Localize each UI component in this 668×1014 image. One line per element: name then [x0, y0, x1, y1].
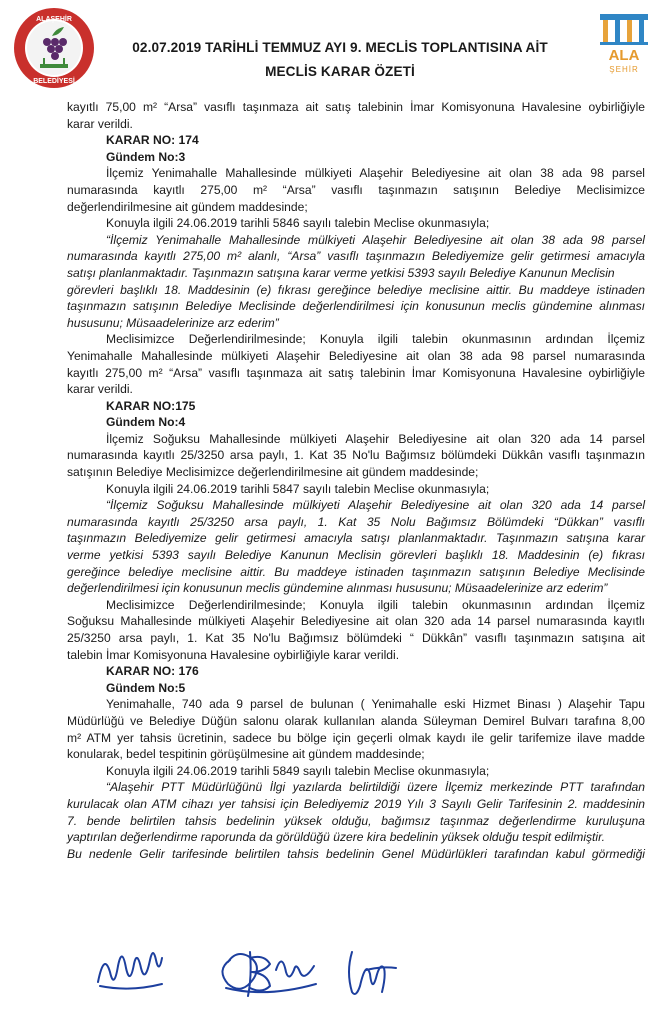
text-line: hususunu; Müsaadelerinize arz ederim”	[67, 315, 279, 330]
text-line: kayıtlı 275,00 m² “Arsa” vasıflı taşınmaza ait satış talebinin İmar Komisyonuna Havalesine oybirliğiyle	[67, 365, 645, 380]
text-line: Bu nedenle Gelir tarifesinde belirtilen tahsis bedelinin Genel Müdürlükleri tarafından kabul görmediği	[67, 846, 645, 861]
signatures-icon	[90, 930, 470, 1010]
text-line: Yenimahalle, 740 ada 9 parsel de bulunan ( Yenimahalle eski Hizmet Binası ) Alaşehir Tapu	[106, 697, 645, 712]
text-line: numarasında kayıtlı 275,00 m² “Arsa” vasıflı taşınmazın satışının Belediye Meclisimizce	[67, 182, 645, 197]
text-line: İlçemiz Soğuksu Mahallesinde mülkiyeti Alaşehir Belediyesine ait olan 320 ada 14 parsel	[106, 431, 645, 446]
svg-text:ALAŞEHİR: ALAŞEHİR	[36, 16, 72, 23]
text-line: “İlçemiz Soğuksu Mahallesinde mülkiyeti Alaşehir Belediyesine ait olan 320 ada 14 parsel	[106, 498, 645, 513]
text-line: Meclisimizce Değerlendirilmesinde; Konuyla ilgili talebin okunmasının ardından İlçemiz	[106, 597, 645, 612]
agenda-number-heading: Gündem No:5	[106, 680, 186, 695]
ala-sehir-logo-icon	[586, 8, 662, 78]
decision-number-heading: KARAR NO: 176	[106, 664, 199, 679]
text-line: konularak, bedel tespitinin görüşülmesine ait gündem maddesinde;	[67, 747, 425, 762]
text-line: Müdürlüğü ve Belediye Düğün salonu olarak kullanılan alanda Süleyman Demirel Bulvarı tarafına 8,00	[67, 713, 645, 728]
text-line: yaptırılan değerlendirme raporunda da görüldüğü üzere kira bedelinin yüksek olduğu tespit edilmiştir.	[67, 830, 606, 845]
text-line: İlçemiz Yenimahalle Mahallesinde mülkiyeti Alaşehir Belediyesine ait olan 38 ada 98 parsel	[106, 166, 645, 181]
text-line: satışı planlanmaktadır. Taşınmazın satışına karar verme yetkisi 5393 sayılı Belediye Kanunun Meclisin	[67, 265, 615, 280]
svg-text:BELEDİYESİ: BELEDİYESİ	[33, 78, 75, 85]
svg-text:ŞEHİR: ŞEHİR	[609, 65, 639, 74]
text-line: verme yetkisi 5393 sayılı Belediye Kanunun Meclisin görevleri başlıklı 18. Maddesinin (e) fıkrası	[67, 548, 645, 563]
text-line: Yenimahalle Mahallesinde mülkiyeti Alaşehir Belediyesine ait olan 38 ada 98 parsel numarasında	[67, 348, 645, 363]
text-line: karar verildi.	[67, 116, 133, 131]
decision-number-heading: KARAR NO: 174	[106, 133, 199, 148]
text-line: numarasında kayıtlı 25/3250 arsa paylı, 1. Kat 35 Nolu Bağımsız Bölümdeki “Dükkan” vasıflı	[67, 514, 645, 529]
text-line: 7. bende belirtilen tahsis bedelinin yüksek olduğu, bağımsız taşınmaz değerlendirme kuruluşuna	[67, 813, 645, 828]
text-line: numarasında kayıtlı 275,00 m² alanlı, “Arsa” vasıflı taşınmazın Belediyemize gelir getirmesi amacıyla	[67, 249, 645, 264]
text-line: talebin İmar Komisyonuna Havalesine oybirliğiyle karar verildi.	[67, 647, 400, 662]
text-line: karar verildi.	[67, 382, 133, 397]
decision-number-heading: KARAR NO:175	[106, 398, 196, 413]
agenda-number-heading: Gündem No:4	[106, 415, 186, 430]
text-line: numarasında kayıtlı 25/3250 arsa paylı, 1. Kat 35 No'lu Bağımsız bölümdeki Dükkân vasıflı taşınmazın	[67, 448, 645, 463]
text-line: Konuyla ilgili 24.06.2019 tarihli 5849 sayılı talebin Meclise okunmasıyla;	[106, 763, 490, 778]
text-line: taşınmazın Belediyemize gelir getirmesi amacıyla satışı planlanmaktadır. Taşınmazın satışına karar	[67, 531, 645, 546]
text-line: taşınmazın satışının Belediye Meclisinde değerlendirilmesi için konusunun meclis gündemine alınması	[67, 299, 645, 314]
text-line: kayıtlı 75,00 m² “Arsa” vasıflı taşınmaza ait satış talebinin İmar Komisyonuna Havalesine oybirliğiyle	[67, 100, 645, 114]
decision-summary-body	[67, 99, 645, 862]
alasehir-belediyesi-logo-icon	[12, 6, 96, 90]
text-line: m² ATM yer tahsis ücretinin, sadece bu bölge için geçerli olmak kaydı ile gelir tarifemize ilave madde	[67, 730, 645, 745]
text-line: gereğince belediye meclisine aittir. Bu maddeye istinaden taşınmazın satışının Belediye Meclisinde	[67, 564, 645, 579]
text-line: Soğuksu Mahallesinde mülkiyeti Alaşehir Belediyesine ait olan 320 ada 14 parsel numarasında kayıtlı	[67, 614, 645, 629]
text-line: 25/3250 arsa paylı, 1. Kat 35 No'lu Bağımsız bölümdeki “ Dükkân” vasıflı taşınmazın satışına ait	[67, 631, 645, 645]
text-line: görevleri başlıklı 18. Maddesinin (e) fıkrası gereğince belediye meclisine aittir. Bu maddeye istinaden	[67, 282, 645, 297]
text-line: değerlendirilmesi için konusunun meclis gündemine alınması hususunu; Müsaadelerinize arz ederim”	[67, 581, 608, 596]
document-title: 02.07.2019 TARİHLİ TEMMUZ AYI 9. MECLİS TOPLANTISINA AİT	[132, 40, 548, 55]
text-line: satışının Belediye Meclisimizce değerlendirilmesine ait gündem maddesinde;	[67, 465, 479, 480]
text-line: “Alaşehir PTT Müdürlüğünü İlgi yazılarda belirtildiği üzere İlçemiz merkezinde PTT tarafından	[106, 780, 645, 795]
text-line: değerlendirilmesine ait gündem maddesinde;	[67, 199, 308, 214]
text-line: “İlçemiz Yenimahalle Mahallesinde mülkiyeti Alaşehir Belediyesine ait olan 38 ada 98 parsel	[106, 232, 645, 247]
agenda-number-heading: Gündem No:3	[106, 149, 186, 164]
text-line: Meclisimizce Değerlendirilmesinde; Konuyla ilgili talebin okunmasının ardından İlçemiz	[106, 332, 645, 347]
text-line: Konuyla ilgili 24.06.2019 tarihli 5846 sayılı talebin Meclise okunmasıyla;	[106, 216, 490, 231]
text-line: Konuyla ilgili 24.06.2019 tarihli 5847 sayılı talebin Meclise okunmasıyla;	[106, 481, 490, 496]
document-subtitle: MECLİS KARAR ÖZETİ	[265, 64, 415, 79]
text-line: kurulacak olan ATM cihazı yer tahsisi için Belediyemiz 2019 Yılı 3 Sayılı Gelir Tarifesinin 2. maddesinin	[67, 796, 645, 811]
svg-text:ALA: ALA	[608, 47, 640, 64]
